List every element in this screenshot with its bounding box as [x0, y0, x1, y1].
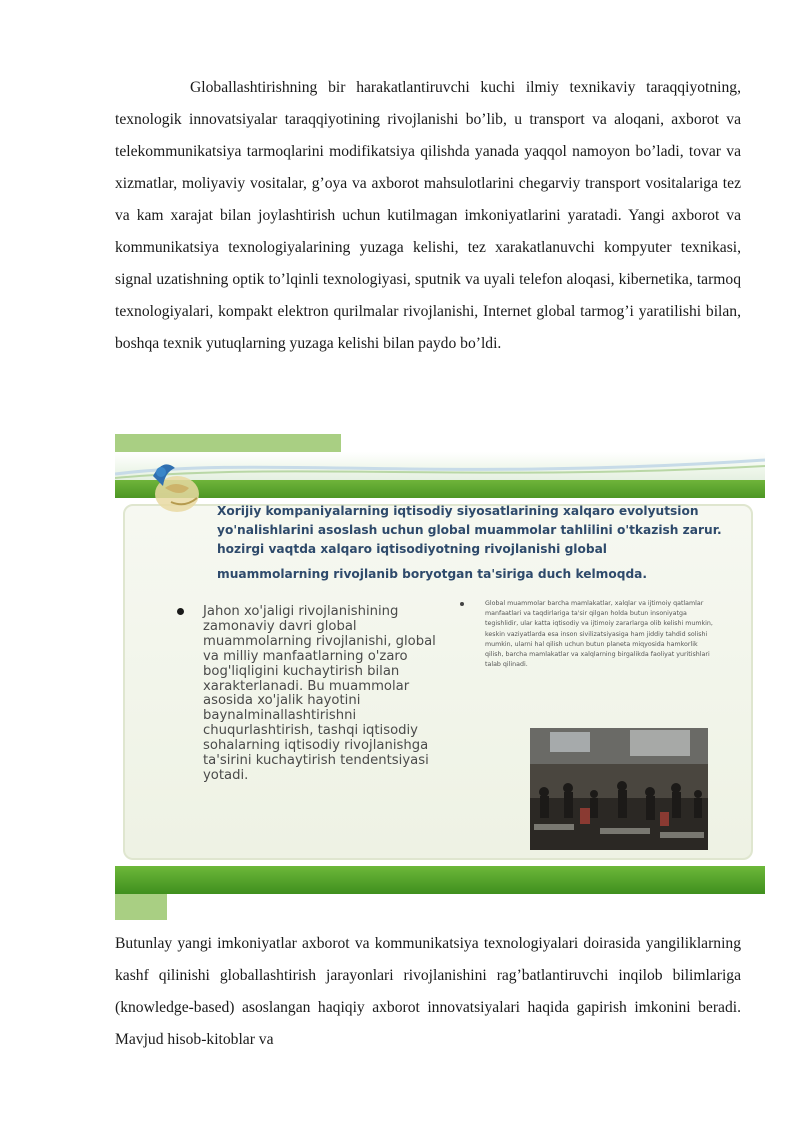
embedded-slide-image	[115, 434, 765, 920]
slide-bottom-tab	[115, 894, 167, 920]
bullet-dot-icon	[460, 602, 464, 606]
bird-globe-logo-icon	[135, 454, 215, 520]
slide-bullet-left-text: Jahon xo'jaligi rivojlanishining zamonaviy davri global muammolarning rivojlanishi, global va milliy manfaatlarning o'zaro bog'liqligini kuchaytirish bilan xarakterlanadi. Bu muammolar asosida xo'jalik hayotini baynalminallashtirishni chuqurlashtirish, tashqi iqtisodiy sohalarning iqtisodiy rivojlanishga ta'sirini kuchaytirish tendentsiyasi yotadi.	[203, 604, 436, 783]
slide-top-tab	[115, 434, 341, 452]
crowded-hall-photo	[530, 728, 708, 850]
slide-title-line2: muammolarning rivojlanib boryotgan ta'siriga duch kelmoqda.	[217, 567, 648, 581]
slide-title	[217, 502, 737, 584]
slide-green-bar-bottom	[115, 866, 765, 894]
body-paragraph-bottom: Butunlay yangi imkoniyatlar axborot va kommunikatsiya texnologiyalari doirasida yangiliklarning kashf qilinishi globallashtirish jarayonlari rivojlanishini rag’batlantiruvchi inqilob bilimlariga (knowledge-based) asoslangan haqiqiy axborot innovatsiyalari haqida gapirish imkonini beradi. Mavjud hisob-kitoblar va	[115, 935, 741, 1048]
slide-title-line1: Xorijiy kompaniyalarning iqtisodiy siyosatlarining xalqaro evolyutsion yo'nalishlarini asoslash uchun global muammolar tahlilini o'tkazish zarur. hozirgi vaqtda xalqaro iqtisodiyotning rivojlanishi global	[217, 504, 722, 556]
bullet-dot-icon	[177, 608, 184, 615]
slide-bullet-right-text: Global muammolar barcha mamlakatlar, xalqlar va ijtimoiy qatlamlar manfaatlari va taqdirlariga ta'sir qilgan holda butun insoniyatga tegishlidir, ular katta iqtisodiy va ijtimoiy zararlarga olib kelishi mumkin, keskin vaziyatlarda esa inson sivilizatsiyasiga ham jiddiy tahdid solishi mumkin, ularni hal qilish uchun butun planeta miqyosida hamkorlik qilish, barcha mamlakatlar va xalqlarning birgalikda faoliyat yuritishlari talab qilinadi.	[485, 600, 713, 669]
body-paragraph-top: Globallashtirishning bir harakatlantiruvchi kuchi ilmiy texnikaviy taraqqiyotning, texnologik innovatsiyalar taraqqiyotining rivojlanishi bo’lib, u transport va aloqani, axborot va telekommunikatsiya tarmoqlarini modifikatsiya qilishda yanada yaqqol namoyon bo’ladi, tovar va xizmatlar, moliyaviy vositalar, g’oya va axborot mahsulotlarini chegarviy transport vositalariga tez va kam xarajat bilan joylashtirish uchun kutilmagan imkoniyatlarini yaratadi. Yangi axborot va kommunikatsiya texnologiyalarining yuzaga kelishi, tez xarakatlanuvchi kompyuter texnikasi, signal uzatishning optik to’lqinli texnologiyasi, sputnik va uyali telefon aloqasi, kibernetika, tarmoq texnologiyalari, kompakt elektron qurilmalar rivojlanishi, Internet global tarmog’i yaratilishi bilan, boshqa texnik yutuqlarning yuzaga kelishi bilan paydo bo’ldi.	[115, 79, 741, 352]
